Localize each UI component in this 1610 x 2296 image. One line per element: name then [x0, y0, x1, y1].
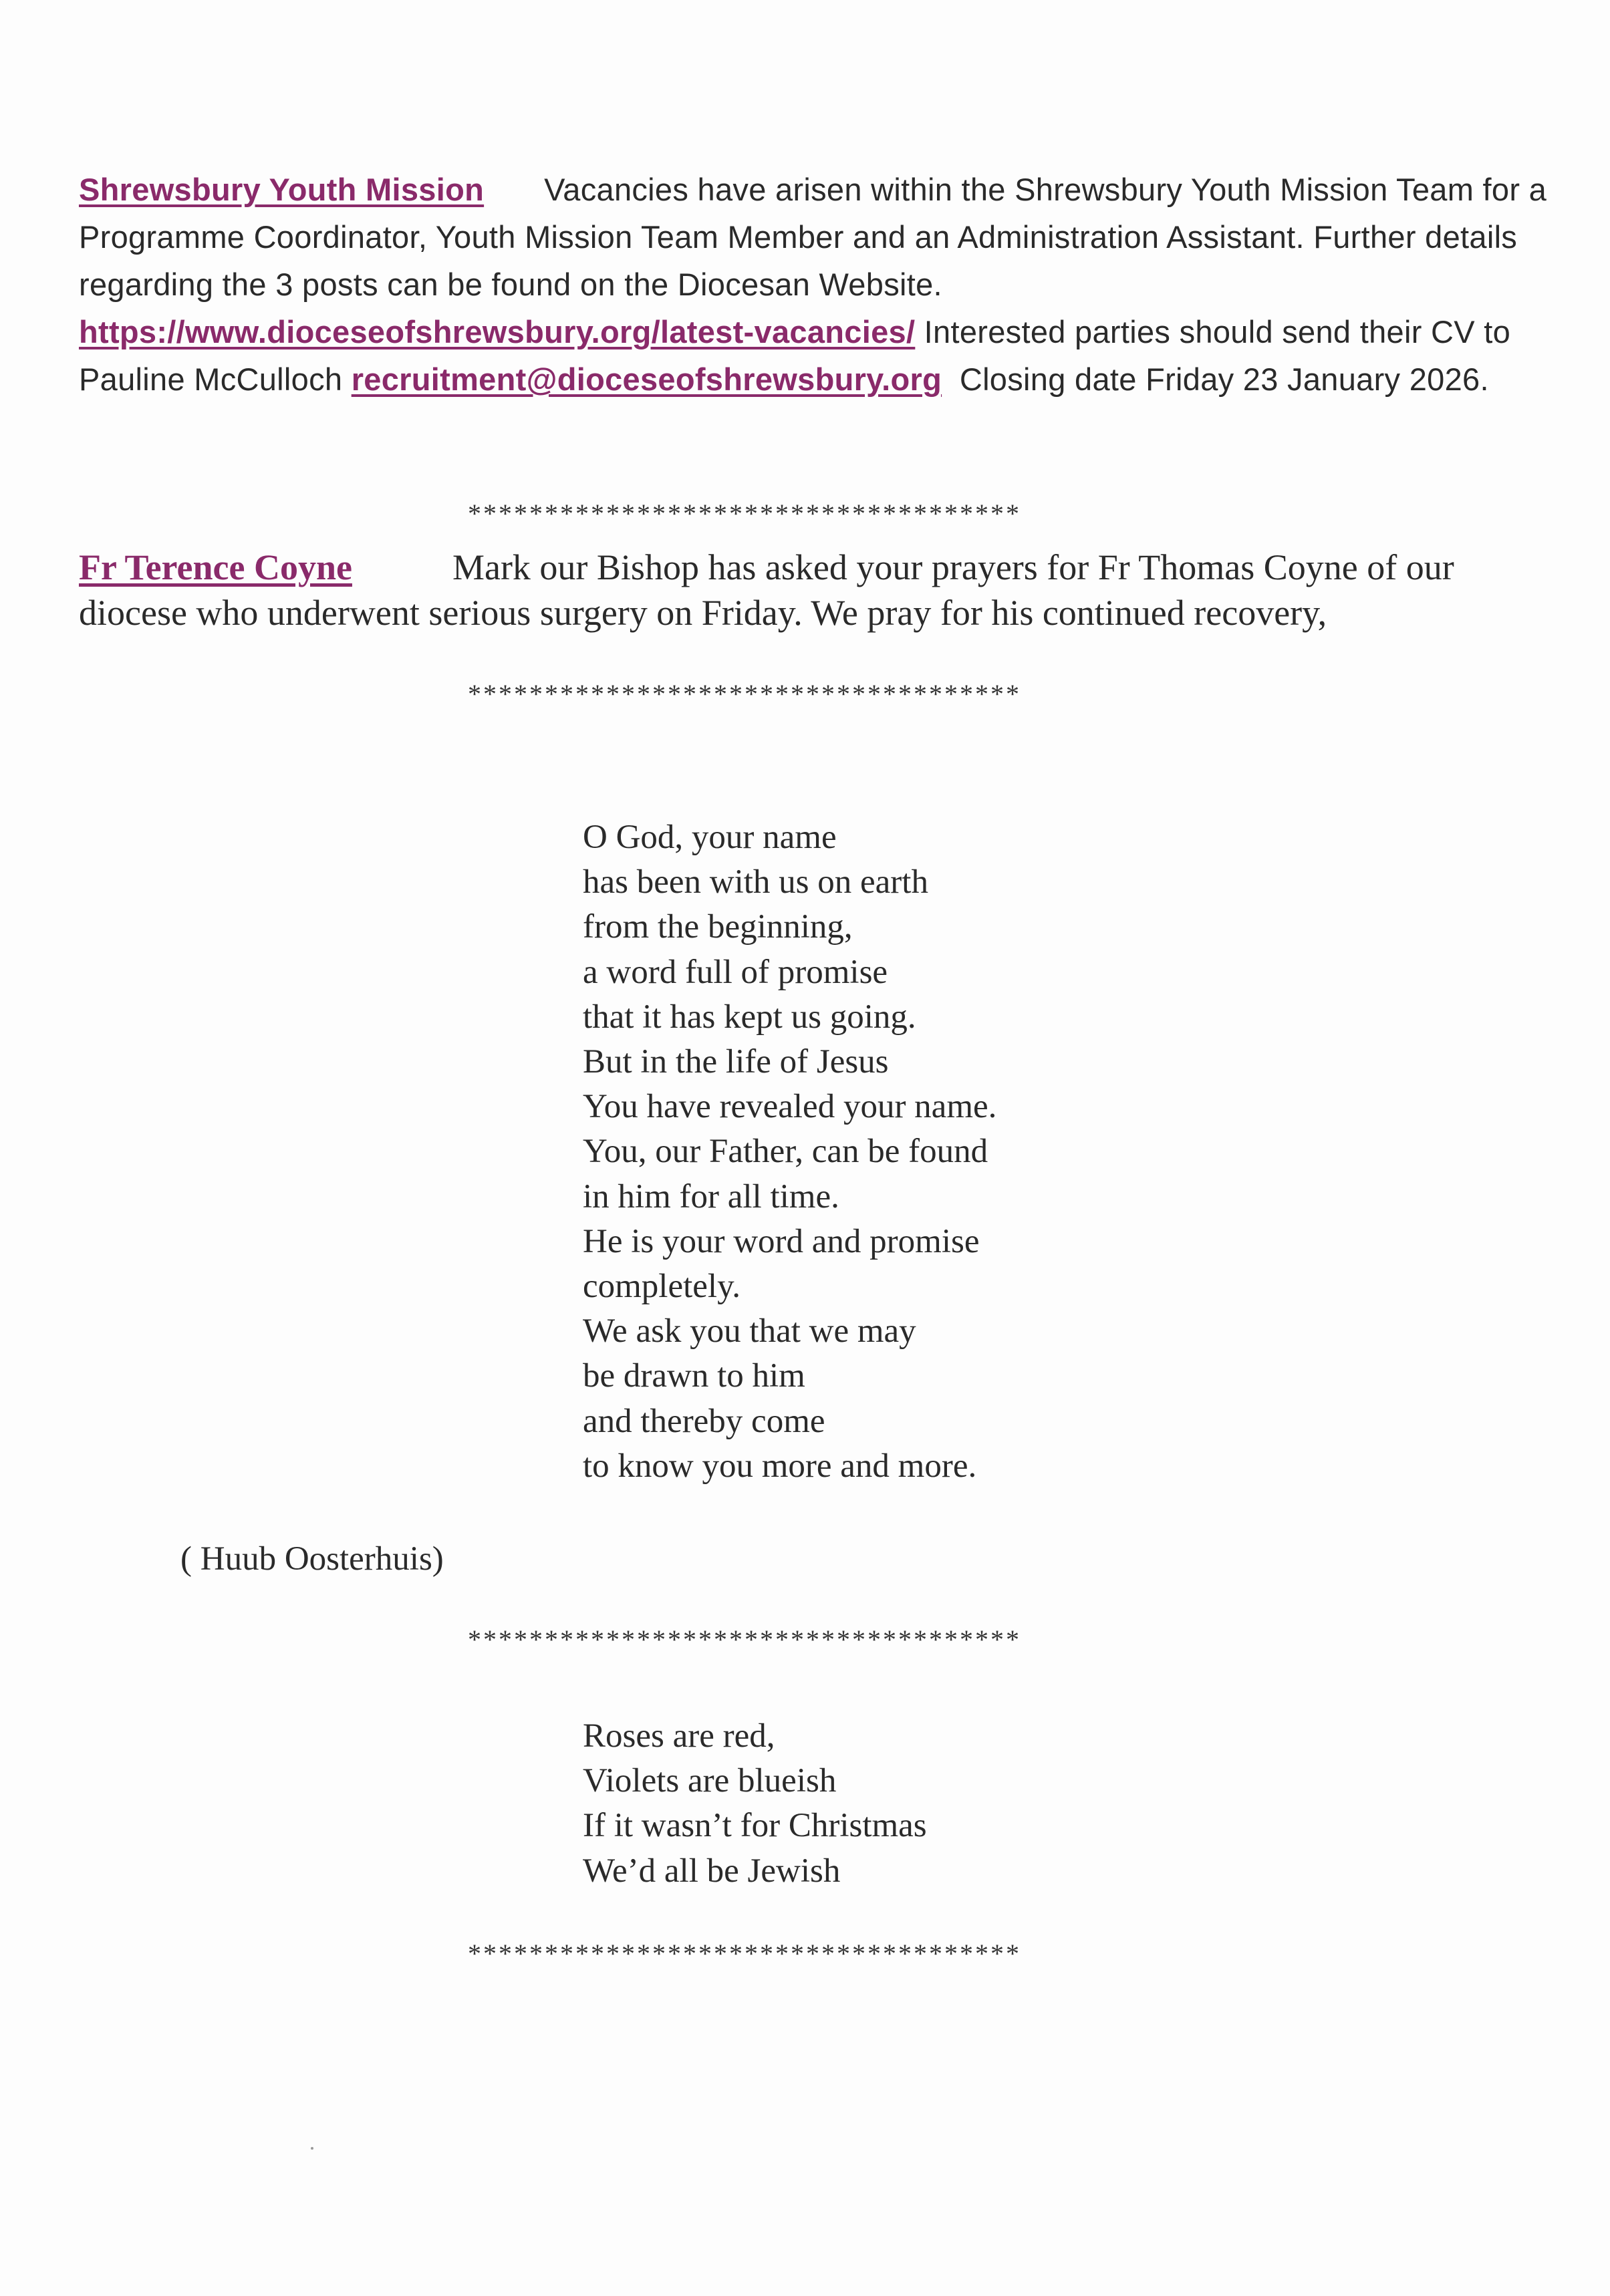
- closing-date-text: Closing date Friday 23 January 2026.: [959, 362, 1489, 397]
- rhyme-line: If it wasn’t for Christmas: [583, 1807, 927, 1845]
- poem-line: that it has kept us going.: [583, 998, 916, 1036]
- poem-line: a word full of promise: [583, 953, 888, 991]
- poem-line: has been with us on earth: [583, 863, 928, 901]
- youth-mission-notice: [79, 166, 1549, 403]
- poem-line: in him for all time.: [583, 1177, 839, 1215]
- youth-mission-cv-text: Interested parties should send their CV to Pauline McCulloch: [79, 314, 1511, 397]
- separator: ************************************: [468, 498, 1021, 529]
- poem-line: He is your word and promise: [583, 1222, 980, 1260]
- prayer-request-heading: Fr Terence Coyne: [79, 547, 352, 587]
- separator: ************************************: [468, 1939, 1021, 1969]
- christmas-rhyme: [583, 1714, 1184, 1894]
- poem-line: to know you more and more.: [583, 1447, 977, 1485]
- rhyme-line: Roses are red,: [583, 1717, 775, 1755]
- rhyme-line: We’d all be Jewish: [583, 1852, 841, 1890]
- prayer-request-text: Mark our Bishop has asked your prayers for Fr Thomas Coyne of our diocese who underwent serious surgery on Friday. We pray for his continued recovery,: [79, 547, 1454, 633]
- poem-line: You have revealed your name.: [583, 1088, 997, 1126]
- recruitment-email-link[interactable]: recruitment@dioceseofshrewsbury.org: [351, 362, 942, 397]
- poem-line: and thereby come: [583, 1402, 825, 1440]
- poem-line: O God, your name: [583, 819, 837, 856]
- prayer-request: [79, 545, 1549, 635]
- poem-attribution: ( Huub Oosterhuis): [180, 1540, 444, 1578]
- scan-speck: [311, 2147, 313, 2150]
- poem-line: from the beginning,: [583, 908, 853, 946]
- poem-line: be drawn to him: [583, 1357, 805, 1395]
- separator: ************************************: [468, 679, 1021, 709]
- separator: ************************************: [468, 1624, 1021, 1655]
- vacancies-link[interactable]: https://www.dioceseofshrewsbury.org/latest-vacancies/: [79, 314, 916, 349]
- poem-line: But in the life of Jesus: [583, 1043, 889, 1081]
- poem-line: We ask you that we may: [583, 1312, 916, 1350]
- prayer-poem: [583, 815, 1184, 1489]
- youth-mission-heading: Shrewsbury Youth Mission: [79, 172, 485, 207]
- poem-line: completely.: [583, 1268, 741, 1306]
- poem-line: You, our Father, can be found: [583, 1133, 988, 1171]
- youth-mission-text: Vacancies have arisen within the Shrewsbury Youth Mission Team for a Programme Coordinator, Youth Mission Team Member and an Administration Assistant. Further details regarding the 3 posts can be found on the Diocesan Website.: [79, 172, 1547, 302]
- rhyme-line: Violets are blueish: [583, 1762, 837, 1800]
